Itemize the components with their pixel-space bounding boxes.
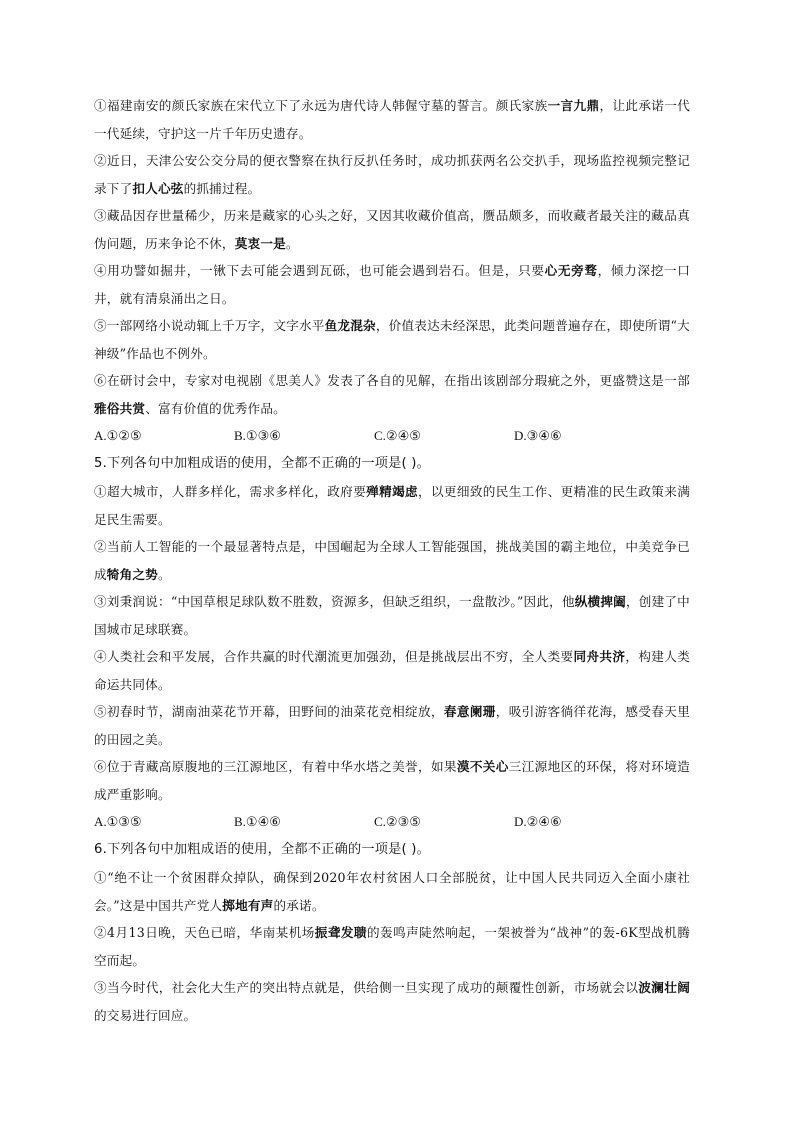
option-d[interactable]: D.③④⑥ — [514, 428, 562, 443]
q5-answer-options — [94, 808, 690, 836]
option-c[interactable]: C.②④⑤ — [374, 428, 421, 443]
bold-idiom: 心无旁骛 — [544, 263, 598, 278]
q6-title: 6.下列各句中加粗成语的使用，全都不正确的一项是( )。 — [94, 842, 430, 857]
bold-idiom: 扣人心弦 — [132, 180, 184, 196]
q6-item-3: ③当今时代，社会化大生产的突出特点就是，供给侧一旦实现了成功的颠覆性创新，市场就会以波澜壮阔的交易进行回应。 — [94, 980, 690, 1023]
q4-item-5: ⑤一部网络小说动辄上千万字，文字水平鱼龙混杂，价值表达未经深思，此类问题普遍存在，即使所谓“大神级”作品也不例外。 — [94, 318, 690, 361]
bold-idiom: 一言九鼎 — [547, 98, 600, 113]
bold-idiom: 殚精竭虑 — [366, 484, 418, 499]
question-4-items — [94, 92, 690, 450]
option-a[interactable]: A.①②⑤ — [94, 428, 142, 443]
q5-item-6: ⑥位于青藏高原腹地的三江源地区，有着中华水塔之美誉，如果漠不关心三江源地区的环保，将对环境造成严重影响。 — [94, 759, 690, 802]
bold-idiom: 鱼龙混杂 — [324, 318, 376, 333]
q4-item-2: ②近日，天津公安公交分局的便衣警察在执行反扒任务时，成功抓获两名公交扒手，现场监控视频完整记录下了扣人心弦的抓捕过程。 — [94, 153, 690, 196]
q5-item-3: ③刘秉润说：“中国草根足球队数不胜数，资源多，但缺乏组织，一盘散沙。”因此，他纵横捭阖，创建了中国城市足球联赛。 — [94, 594, 690, 637]
q5-title: 5.下列各句中加粗成语的使用，全都不正确的一项是( )。 — [94, 456, 430, 471]
q4-item-1: ①福建南安的颜氏家族在宋代立下了永远为唐代诗人韩偓守墓的誓言。颜氏家族一言九鼎，让此承诺一代一代延续，守护这一片千年历史遗存。 — [94, 98, 690, 141]
q6-item-2: ②4月13日晚，天色已暗，华南某机场振聋发聩的轰鸣声陡然响起，一架被誉为“战神”的轰-6K型战机腾空而起。 — [94, 925, 690, 968]
q4-item-4: ④用功譬如掘井，一锹下去可能会遇到瓦砾，也可能会遇到岩石。但是，只要心无旁骛，倾力深挖一口井，就有清泉涌出之日。 — [94, 263, 690, 306]
option-b[interactable]: B.①④⑥ — [234, 814, 281, 829]
q6-item-1: ①“绝不让一个贫困群众掉队，确保到2020年农村贫困人口全部脱贫，让中国人民共同迈入全面小康社会。”这是中国共产党人掷地有声的承诺。 — [94, 870, 690, 913]
page-content — [94, 92, 690, 1029]
bold-idiom: 雅俗共赏 — [94, 400, 146, 416]
bold-idiom: 纵横捭阖 — [574, 594, 626, 609]
q5-item-5: ⑤初春时节，湖南油菜花节开幕，田野间的油菜花竞相绽放，春意阑珊，吸引游客徜徉花海，感受春天里的田园之美。 — [94, 704, 690, 747]
bold-idiom: 波澜壮阔 — [638, 980, 690, 995]
option-d[interactable]: D.②④⑥ — [514, 814, 562, 829]
bold-idiom: 漠不关心 — [456, 759, 509, 774]
q4-item-6: ⑥在研讨会中，专家对电视剧《思美人》发表了各自的见解，在指出该剧部分瑕疵之外，更盛赞这是一部雅俗共赏、富有价值的优秀作品。 — [94, 373, 690, 416]
q4-item-3: ③藏品因存世量稀少，历来是藏家的心头之好，又因其收藏价值高，赝品颇多，而收藏者最关注的藏品真伪问题，历来争论不休，莫衷一是。 — [94, 208, 690, 251]
q5-item-1: ①超大城市，人群多样化，需求多样化，政府要殚精竭虑，以更细致的民生工作、更精准的民生政策来满足民生需要。 — [94, 484, 690, 527]
q5-item-2: ②当前人工智能的一个最显著特点是，中国崛起为全球人工智能强国，挑战美国的霸主地位，中美竞争已成犄角之势。 — [94, 539, 690, 582]
option-c[interactable]: C.②③⑤ — [374, 814, 421, 829]
bold-idiom: 犄角之势 — [106, 566, 158, 582]
bold-idiom: 同舟共济 — [573, 649, 626, 664]
option-b[interactable]: B.①③⑥ — [234, 428, 281, 443]
question-5 — [94, 450, 690, 836]
bold-idiom: 莫衷一是 — [234, 235, 286, 251]
bold-idiom: 春意阑珊 — [443, 704, 496, 719]
question-6 — [94, 836, 690, 1029]
q4-answer-options — [94, 422, 690, 450]
option-a[interactable]: A.①③⑤ — [94, 814, 142, 829]
bold-idiom: 振聋发聩 — [314, 925, 367, 940]
bold-idiom: 掷地有声 — [222, 897, 274, 913]
q5-item-4: ④人类社会和平发展，合作共赢的时代潮流更加强劲，但是挑战层出不穷，全人类要同舟共济，构建人类命运共同体。 — [94, 649, 690, 692]
